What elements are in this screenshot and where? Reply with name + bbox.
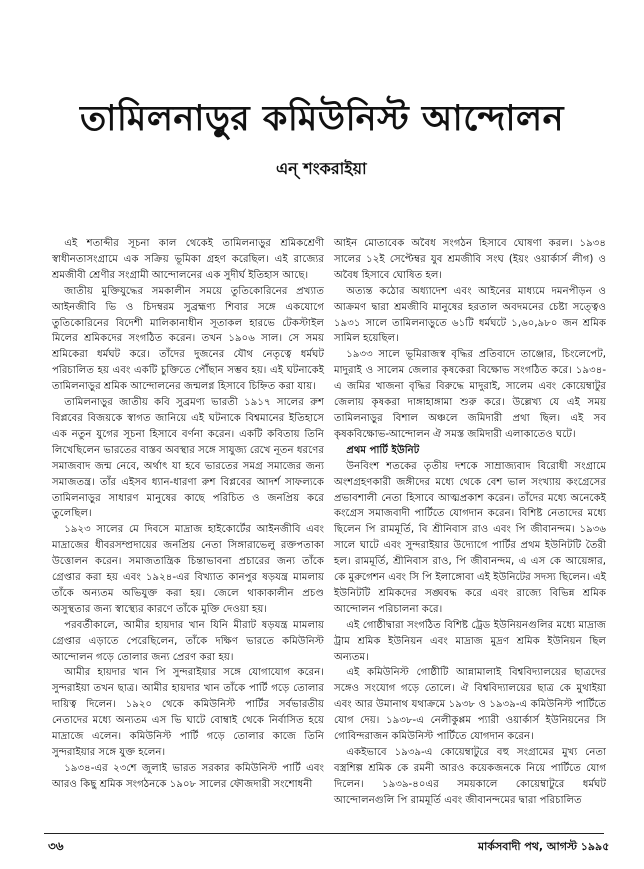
page-number: ৩৬	[48, 839, 64, 853]
right-column	[334, 236, 606, 809]
paragraph: আমীর হায়দার খান পি সুন্দরাইয়ার সঙ্গে যোগাযোগ করেন। সুন্দরাইয়া তখন ছাত্র। আমীর হায়দার খান তাঁকে পার্টি গড়ে তোলার দায়িত্ব দিলেন। ১৯২০ থেকে কমিউনিস্ট পার্টির সর্বভারতীয় নেতাদের মধ্যে অন্যতম এস ভি ঘাটে বোম্বাই থেকে নির্বাসিত হয়ে মাদ্রাজে এলেন। কমিউনিস্ট পার্টি গড়ে তোলার কাজে তিনি সুন্দরাইয়ার সঙ্গে যুক্ত হলেন।	[52, 667, 324, 758]
footer-source: মার্কসবাদী পথ, আগস্ট ১৯৯৫	[478, 840, 610, 853]
left-column	[52, 236, 324, 793]
paragraph: একইভাবে ১৯৩৯-এ কোয়েম্বাটুরে বহু সংগ্রামের মুখ্য নেতা বস্ত্রশিল্প শ্রমিক কে রমনী আরও কয়েকজনকে নিয়ে পার্টিতে যোগ দিলেন। ১৯৩৯-৪০এর সময়কালে কোয়েম্বাটুরে ধর্মঘট আন্দোলনগুলি পি রামমূর্তি এবং জীবানন্দমের দ্বারা পরিচালিত	[334, 747, 606, 806]
section-heading: প্রথম পার্টি ইউনিট	[346, 444, 420, 456]
paragraph: ১৯৩৩ সালে ভূমিরাজস্ব বৃদ্ধির প্রতিবাদে তাঞ্জোর, চিংলেপেট, মাদুরাই ও সালেম জেলার কৃষকেরা বিক্ষোভ সংগঠিত করে। ১৯৩৪-এ জমির খাজনা বৃদ্ধির বিরুদ্ধে মাদুরাই, সালেম এবং কোয়েম্বাটুর জেলায় কৃষকরা দাঙ্গাহাঙ্গামা শুরু করে। উল্লেখ্য যে এই সময় তামিলনাড়ুর বিশাল অঞ্চলে জমিদারী প্রথা ছিল। এই সব কৃষকবিক্ষোভ-আন্দোলন ঐ সমস্ত জমিদারী এলাকাতেও ঘটে।	[334, 349, 606, 440]
paragraph: তামিলনাড়ুর জাতীয় কবি সুব্রমণ্য ভারতী ১৯১৭ সালের রুশ বিপ্লবের বিজয়কে স্বাগত জানিয়ে এই ঘটনাকে বিশ্বমানের ইতিহাসে এক নতুন যুগের সূচনা হিসাবে বর্ণনা করেন। একটি কবিতায় তিনি লিখেছিলেন ভারতের বাস্তব অবস্থার সঙ্গে সাযুজ্য রেখে নূতন ধরণের সমাজবাদ জন্ম নেবে, অর্থাৎ যা হবে ভারতের সমগ্র সমাজের জন্য সমাজতন্ত্র। তাঁর এইসব ধ্যান-ধারণা রুশ বিপ্লবের আদর্শ সাফল্যকে তামিলনাড়ুর সাধারণ মানুষের কাছে পরিচিত ও জনপ্রিয় করে তুলেছিল।	[52, 397, 324, 520]
article-author: এন্ শংকরাইয়া	[276, 159, 367, 178]
paragraph: অত্যন্ত কঠোর অধ্যাদেশ এবং আইনের মাধ্যমে দমনপীড়ন ও আক্রমণ দ্বারা শ্রমজীবি মানুষের হরতাল অবদমনের চেষ্টা সত্ত্বেও ১৯৩১ সালে তামিলনাড়ুতে ৬১টি ধর্মঘটে ১,৬০,৯৮০ জন শ্রমিক সামিল হয়েছিল।	[334, 285, 606, 345]
paragraph: আইন মোতাবেক অবৈধ সংগঠন হিসাবে ঘোষণা করল। ১৯৩৪ সালের ১২ই সেপ্টেম্বর যুব শ্রমজীবি সংঘ (ইয়ং ওয়ার্কার্স লীগ) ও অবৈধ হিসাবে ঘোষিত হল।	[334, 238, 606, 281]
paragraph: পরবর্তীকালে, আমীর হায়দার খান যিনি মীরাট ষড়যন্ত্র মামলায় গ্রেপ্তার এড়াতে পেরেছিলেন, তাঁকে দক্ষিণ ভারতে কমিউনিস্ট আন্দোলন গড়ে তোলার জন্য প্রেরণ করা হয়।	[52, 619, 324, 663]
paragraph: ১৯৩৪-এর ২৩শে জুলাই ভারত সরকার কমিউনিস্ট পার্টি এবং আরও কিছু শ্রমিক সংগঠনকে ১৯০৮ সালের ফৌজদারী সংশোধনী	[52, 762, 324, 790]
paragraph: ১৯২৩ সালের মে দিবসে মাদ্রাজ হাইকোর্টের আইনজীবি এবং মাদ্রাজের ধীবরসম্প্রদায়ের জনপ্রিয় নেতা সিঙ্গারাভেলু রক্তপতাকা উত্তোলন করেন। সমাজতান্ত্রিক চিন্তাভাবনা প্রচারের জন্য তাঁকে গ্রেপ্তার করা হয় এবং ১৯২৪-এর বিখ্যাত কানপুর ষড়যন্ত্র মামলায় তাঁকে অন্যতম অভিযুক্ত করা হয়। জেলে থাকাকালীন প্রচণ্ড অসুস্থতার জন্য স্বাস্থ্যের কারণে তাঁকে মুক্তি দেওয়া হয়।	[52, 524, 324, 615]
article-title: তামিলনাড়ুর কমিউনিস্ট আন্দোলন	[79, 99, 565, 139]
paragraph: এই গোষ্ঠীদ্বারা সংগঠিত বিশিষ্ট ট্রেড ইউনিয়নগুলির মধ্যে মাদ্রাজ ট্রাম শ্রমিক ইউনিয়ন এবং মাদ্রাজ মুদ্রণ শ্রমিক ইউনিয়ন ছিল অন্যতম।	[334, 619, 606, 663]
paragraph: জাতীয় মুক্তিযুদ্ধের সমকালীন সময়ে তুতিকোরিনের প্রখ্যাত আইনজীবি ভি ও চিদম্বরম সুব্রহ্মণ্য শিবার সঙ্গে একযোগে তুতিকোরিনের বিদেশী মালিকানাধীন সূতাকল হারভে টেকস্টাইল মিলের শ্রমিকদের সংগঠিত করেন। তখন ১৯০৬ সাল। সে সময় শ্রমিকেরা ধর্মঘট করে। তাঁদের দুজনের যৌথ নেতৃত্বে ধর্মঘট পরিচালিত হয় এবং একটি চুক্তিতে পৌঁছান সম্ভব হয়। এই ঘটনাকেই তামিলনাড়ুর শ্রমিক আন্দোলনের জন্মলগ্ন হিসাবে চিহ্নিত করা যায়।	[52, 285, 324, 393]
footer-rule	[44, 833, 604, 834]
paragraph: এই শতাব্দীর সূচনা কাল থেকেই তামিলনাড়ুর শ্রমিকশ্রেণী স্বাধীনতাসংগ্রামে এক সক্রিয় ভূমিকা গ্রহণ করেছিল। এই রাজ্যের শ্রমজীবী শ্রেণীর সংগ্রামী আন্দোলনের এক সুদীর্ঘ ইতিহাস আছে।	[52, 238, 324, 281]
paragraph: এই কমিউনিস্ট গোষ্ঠীটি আন্নামালাই বিশ্ববিদ্যালয়ের ছাত্রদের সঙ্গেও সংযোগ গড়ে তোলে। ঐ বিশ্ববিদ্যালয়ের ছাত্র কে মুথাইয়া এবং আর উমানাথ যথাক্রমে ১৯৩৮ ও ১৯৩৯-এ কমিউনিস্ট পার্টিতে যোগ দেয়। ১৯৩৮-এ নেলীকুপ্পম প্যারী ওয়ার্কার্স ইউনিয়নের সি গোবিন্দরাজন কমিউনিস্ট পার্টিতে যোগদান করেন।	[334, 667, 606, 743]
paragraph: উনবিংশ শতকের তৃতীয় দশকে সাম্রাজ্যবাদ বিরোধী সংগ্রামে অংশগ্রহণকারী জঙ্গীদের মধ্যে থেকে বেশ ভাল সংখ্যায় কংগ্রেসের প্রভাবশালী নেতা হিসাবে আত্মপ্রকাশ করেন। তাঁদের মধ্যে অনেকেই কংগ্রেস সমাজবাদী পার্টিতে যোগদান করেন। বিশিষ্ট নেতাদের মধ্যে ছিলেন পি রামমূর্তি, বি শ্রীনিবাস রাও এবং পি জীবানন্দম। ১৯৩৬ সালে ঘাটে এবং সুন্দরাইয়ার উদ্যোগে পার্টির প্রথম ইউনিটটি তৈরী হল। রামমূর্তি, শ্রীনিবাস রাও, পি জীবানন্দম, এ এস কে আয়েঙ্গার, কে মুরুগেশন এবং সি পি ইলাঙ্গোবা এই ইউনিটের সদস্য ছিলেন। এই ইউনিটটি শ্রমিকদের সঙ্ঘবদ্ধ করে এবং রাজ্যে বিভিন্ন শ্রমিক আন্দোলন পরিচালনা করে।	[334, 460, 606, 615]
